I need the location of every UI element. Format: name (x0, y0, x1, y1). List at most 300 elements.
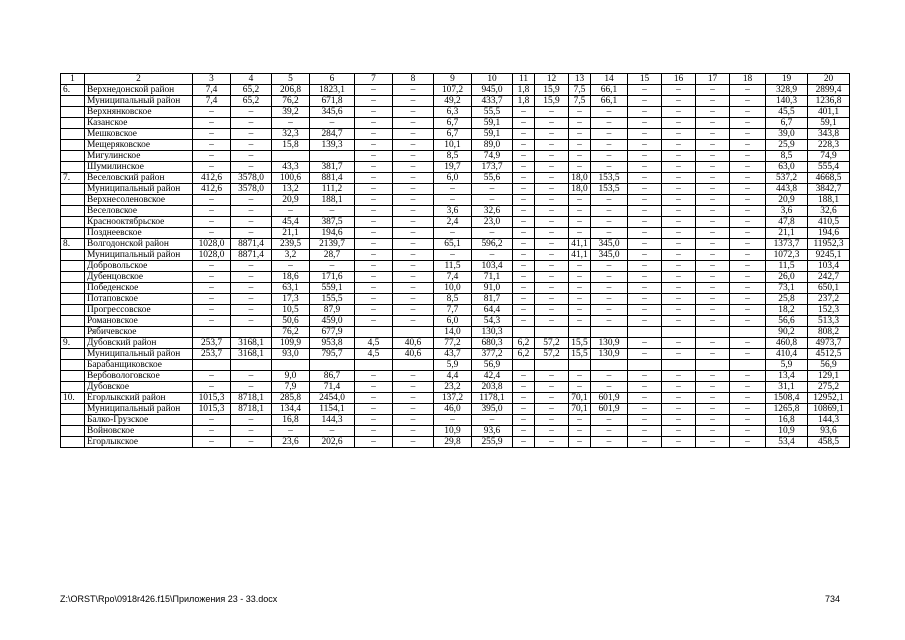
value-cell: – (272, 261, 310, 272)
row-number-cell (61, 129, 85, 140)
value-cell: 3,6 (766, 206, 808, 217)
value-cell: 13,2 (272, 184, 310, 195)
value-cell: – (513, 261, 535, 272)
value-cell: 5,9 (434, 360, 472, 371)
value-cell: – (393, 239, 434, 250)
value-cell: 144,3 (310, 415, 355, 426)
value-cell: – (662, 338, 696, 349)
value-cell: – (569, 140, 591, 151)
value-cell: – (231, 305, 272, 316)
value-cell: 73,1 (766, 283, 808, 294)
district-name-cell: Рябичевское (85, 327, 193, 338)
value-cell: – (434, 250, 472, 261)
value-cell: – (730, 349, 766, 360)
value-cell: 1028,0 (193, 239, 231, 250)
value-cell: 188,1 (310, 195, 355, 206)
value-cell (393, 327, 434, 338)
value-cell: – (696, 338, 730, 349)
value-cell: – (628, 173, 662, 184)
value-cell: – (513, 404, 535, 415)
data-table (60, 73, 850, 448)
value-cell: 6,7 (434, 118, 472, 129)
value-cell: – (535, 129, 569, 140)
value-cell: 2899,4 (808, 85, 850, 96)
value-cell: – (355, 426, 393, 437)
value-cell: 6,7 (766, 118, 808, 129)
value-cell: 16,8 (766, 415, 808, 426)
row-number-cell (61, 217, 85, 228)
value-cell: – (569, 206, 591, 217)
value-cell: 171,6 (310, 272, 355, 283)
value-cell: 1,8 (513, 96, 535, 107)
value-cell: – (193, 305, 231, 316)
value-cell: 345,0 (591, 250, 628, 261)
value-cell: – (696, 415, 730, 426)
value-cell: – (591, 129, 628, 140)
value-cell: 650,1 (808, 283, 850, 294)
value-cell: 130,9 (591, 349, 628, 360)
value-cell: – (730, 261, 766, 272)
value-cell: – (662, 250, 696, 261)
value-cell: – (569, 272, 591, 283)
value-cell: – (535, 283, 569, 294)
district-name-cell: Верхнянковское (85, 107, 193, 118)
value-cell: 1072,3 (766, 250, 808, 261)
value-cell: 56,9 (472, 360, 513, 371)
table-row (61, 426, 850, 437)
value-cell: – (355, 107, 393, 118)
value-cell: 65,1 (434, 239, 472, 250)
value-cell: – (310, 426, 355, 437)
value-cell: – (434, 195, 472, 206)
district-name-cell: Потаповское (85, 294, 193, 305)
value-cell: – (193, 371, 231, 382)
row-number-cell (61, 184, 85, 195)
value-cell: – (231, 382, 272, 393)
row-number-cell (61, 162, 85, 173)
value-cell: – (513, 393, 535, 404)
value-cell: 228,3 (808, 140, 850, 151)
value-cell: – (591, 294, 628, 305)
value-cell: 50,6 (272, 316, 310, 327)
value-cell: – (628, 206, 662, 217)
value-cell: – (355, 228, 393, 239)
value-cell: 1265,8 (766, 404, 808, 415)
table-row (61, 261, 850, 272)
value-cell: 71,1 (472, 272, 513, 283)
value-cell: 152,3 (808, 305, 850, 316)
value-cell: 3,6 (434, 206, 472, 217)
value-cell: 93,6 (472, 426, 513, 437)
value-cell: 194,6 (808, 228, 850, 239)
value-cell: – (393, 96, 434, 107)
value-cell: – (696, 107, 730, 118)
value-cell: 26,0 (766, 272, 808, 283)
value-cell: – (730, 206, 766, 217)
value-cell: – (569, 118, 591, 129)
value-cell: – (696, 393, 730, 404)
value-cell: 107,2 (434, 85, 472, 96)
value-cell: – (628, 184, 662, 195)
value-cell: – (569, 195, 591, 206)
value-cell: – (434, 228, 472, 239)
value-cell: 410,4 (766, 349, 808, 360)
value-cell: – (193, 217, 231, 228)
value-cell: – (355, 151, 393, 162)
value-cell (355, 327, 393, 338)
value-cell: 10,9 (766, 426, 808, 437)
value-cell: – (393, 250, 434, 261)
value-cell: – (591, 371, 628, 382)
value-cell: 601,9 (591, 404, 628, 415)
value-cell: – (535, 217, 569, 228)
row-number-cell (61, 107, 85, 118)
value-cell: 7,4 (193, 96, 231, 107)
value-cell: – (513, 162, 535, 173)
value-cell: 8718,1 (231, 393, 272, 404)
header-cell: 1 (61, 74, 85, 85)
value-cell: – (535, 272, 569, 283)
value-cell: – (662, 217, 696, 228)
value-cell: 5,9 (766, 360, 808, 371)
value-cell: 3842,7 (808, 184, 850, 195)
value-cell: – (730, 272, 766, 283)
value-cell: – (662, 228, 696, 239)
value-cell: – (535, 228, 569, 239)
value-cell: 194,6 (310, 228, 355, 239)
value-cell: – (393, 85, 434, 96)
value-cell: – (355, 393, 393, 404)
value-cell: – (535, 162, 569, 173)
value-cell: – (628, 382, 662, 393)
value-cell: – (730, 316, 766, 327)
district-name-cell: Войновское (85, 426, 193, 437)
row-number-cell (61, 415, 85, 426)
value-cell: – (393, 437, 434, 448)
value-cell (696, 327, 730, 338)
value-cell: – (696, 426, 730, 437)
table-row (61, 305, 850, 316)
value-cell: 57,2 (535, 338, 569, 349)
value-cell: – (472, 228, 513, 239)
header-cell: 6 (310, 74, 355, 85)
value-cell: – (355, 415, 393, 426)
value-cell: 206,8 (272, 85, 310, 96)
value-cell: – (393, 195, 434, 206)
value-cell: – (272, 118, 310, 129)
value-cell: 2,4 (434, 217, 472, 228)
value-cell: 387,5 (310, 217, 355, 228)
value-cell: – (569, 437, 591, 448)
value-cell: – (730, 140, 766, 151)
value-cell: – (472, 184, 513, 195)
district-name-cell: Волгодонской район (85, 239, 193, 250)
value-cell: – (696, 162, 730, 173)
value-cell: – (628, 250, 662, 261)
value-cell: – (193, 162, 231, 173)
value-cell: – (569, 415, 591, 426)
value-cell: – (569, 294, 591, 305)
value-cell (730, 327, 766, 338)
value-cell: 410,5 (808, 217, 850, 228)
header-cell: 7 (355, 74, 393, 85)
value-cell: 28,7 (310, 250, 355, 261)
value-cell: – (628, 437, 662, 448)
value-cell: 43,7 (434, 349, 472, 360)
header-cell: 4 (231, 74, 272, 85)
value-cell: – (591, 107, 628, 118)
value-cell: – (535, 140, 569, 151)
value-cell: – (513, 195, 535, 206)
value-cell: 32,3 (272, 129, 310, 140)
value-cell: – (231, 195, 272, 206)
value-cell: 13,4 (766, 371, 808, 382)
value-cell: 8718,1 (231, 404, 272, 415)
value-cell: – (696, 349, 730, 360)
value-cell: – (355, 382, 393, 393)
value-cell (591, 360, 628, 371)
value-cell: – (393, 261, 434, 272)
value-cell: – (355, 85, 393, 96)
value-cell: 881,4 (310, 173, 355, 184)
value-cell: – (355, 283, 393, 294)
value-cell: – (193, 294, 231, 305)
value-cell: – (569, 217, 591, 228)
value-cell: – (231, 140, 272, 151)
value-cell: – (355, 305, 393, 316)
value-cell: 43,3 (272, 162, 310, 173)
value-cell: 4,5 (355, 338, 393, 349)
value-cell: 15,5 (569, 338, 591, 349)
value-cell: – (730, 437, 766, 448)
value-cell: 6,0 (434, 316, 472, 327)
value-cell: – (730, 415, 766, 426)
value-cell: – (591, 217, 628, 228)
table-row (61, 294, 850, 305)
value-cell: – (393, 415, 434, 426)
value-cell: – (513, 118, 535, 129)
value-cell: – (696, 228, 730, 239)
value-cell: – (628, 151, 662, 162)
value-cell: 42,4 (472, 371, 513, 382)
district-name-cell: Муниципальный район (85, 404, 193, 415)
table-row (61, 404, 850, 415)
value-cell: 39,0 (766, 129, 808, 140)
value-cell: 7,4 (434, 272, 472, 283)
header-cell: 8 (393, 74, 434, 85)
district-name-cell: Верхнедонской район (85, 85, 193, 96)
header-cell: 15 (628, 74, 662, 85)
value-cell: – (628, 195, 662, 206)
value-cell: – (472, 250, 513, 261)
value-cell: – (355, 371, 393, 382)
value-cell: 45,5 (766, 107, 808, 118)
value-cell: – (730, 85, 766, 96)
value-cell: – (569, 228, 591, 239)
value-cell: – (231, 228, 272, 239)
table-row (61, 173, 850, 184)
header-cell: 11 (513, 74, 535, 85)
value-cell: – (535, 261, 569, 272)
value-cell: 275,2 (808, 382, 850, 393)
row-number-cell (61, 228, 85, 239)
district-name-cell: Егорлыкское (85, 437, 193, 448)
table-row (61, 85, 850, 96)
value-cell: – (393, 283, 434, 294)
table-row (61, 283, 850, 294)
value-cell: – (231, 162, 272, 173)
value-cell: – (628, 217, 662, 228)
row-number-cell (61, 261, 85, 272)
value-cell: – (696, 184, 730, 195)
value-cell: 25,9 (766, 140, 808, 151)
value-cell: 103,4 (472, 261, 513, 272)
value-cell: – (393, 129, 434, 140)
value-cell: 559,1 (310, 283, 355, 294)
value-cell: 91,0 (472, 283, 513, 294)
value-cell: – (696, 140, 730, 151)
header-cell: 3 (193, 74, 231, 85)
value-cell: – (513, 371, 535, 382)
value-cell: 10,0 (434, 283, 472, 294)
value-cell: – (730, 162, 766, 173)
value-cell: 285,8 (272, 393, 310, 404)
table-row (61, 371, 850, 382)
value-cell: 46,0 (434, 404, 472, 415)
value-cell: 4,4 (434, 371, 472, 382)
district-name-cell: Победенское (85, 283, 193, 294)
table-row (61, 250, 850, 261)
value-cell: – (355, 217, 393, 228)
value-cell: – (628, 283, 662, 294)
value-cell: 8,5 (766, 151, 808, 162)
value-cell: – (393, 140, 434, 151)
value-cell: 202,6 (310, 437, 355, 448)
value-cell: – (193, 129, 231, 140)
value-cell: – (535, 250, 569, 261)
value-cell: 343,8 (808, 129, 850, 140)
value-cell: – (591, 283, 628, 294)
value-cell: – (591, 118, 628, 129)
value-cell: – (513, 184, 535, 195)
value-cell: – (272, 206, 310, 217)
value-cell: – (662, 371, 696, 382)
row-number-cell (61, 404, 85, 415)
row-number-cell (61, 118, 85, 129)
value-cell: 18,6 (272, 272, 310, 283)
row-number-cell: 6. (61, 85, 85, 96)
value-cell (628, 360, 662, 371)
value-cell: 1236,8 (808, 96, 850, 107)
value-cell: – (662, 426, 696, 437)
value-cell: 64,4 (472, 305, 513, 316)
value-cell: 65,2 (231, 96, 272, 107)
value-cell: – (662, 151, 696, 162)
value-cell: – (662, 239, 696, 250)
value-cell: – (355, 140, 393, 151)
value-cell: – (393, 305, 434, 316)
value-cell: – (513, 151, 535, 162)
table-row (61, 349, 850, 360)
value-cell: 17,3 (272, 294, 310, 305)
value-cell: – (569, 283, 591, 294)
value-cell: – (628, 129, 662, 140)
value-cell: – (569, 129, 591, 140)
value-cell: 155,5 (310, 294, 355, 305)
value-cell: 945,0 (472, 85, 513, 96)
value-cell: 137,2 (434, 393, 472, 404)
value-cell: – (355, 294, 393, 305)
table-row (61, 382, 850, 393)
value-cell (569, 327, 591, 338)
value-cell: – (231, 206, 272, 217)
value-cell: – (662, 393, 696, 404)
value-cell: – (662, 129, 696, 140)
value-cell: – (193, 107, 231, 118)
value-cell: – (628, 239, 662, 250)
table-row (61, 393, 850, 404)
district-name-cell: Дубовский район (85, 338, 193, 349)
value-cell: 140,3 (766, 96, 808, 107)
value-cell: 59,1 (472, 118, 513, 129)
value-cell: 15,9 (535, 96, 569, 107)
value-cell: – (535, 437, 569, 448)
value-cell: – (193, 437, 231, 448)
value-cell: 677,9 (310, 327, 355, 338)
value-cell: 77,2 (434, 338, 472, 349)
header-cell: 18 (730, 74, 766, 85)
value-cell: – (231, 272, 272, 283)
value-cell: – (628, 140, 662, 151)
value-cell: 31,1 (766, 382, 808, 393)
value-cell (310, 360, 355, 371)
value-cell: 93,0 (272, 349, 310, 360)
value-cell: – (535, 371, 569, 382)
value-cell: – (193, 272, 231, 283)
value-cell: – (569, 382, 591, 393)
table-row (61, 316, 850, 327)
value-cell: – (628, 294, 662, 305)
value-cell (535, 327, 569, 338)
row-number-cell (61, 96, 85, 107)
value-cell: 808,2 (808, 327, 850, 338)
value-cell: 537,2 (766, 173, 808, 184)
value-cell: 54,3 (472, 316, 513, 327)
table-header-row (61, 74, 850, 85)
value-cell: – (730, 305, 766, 316)
value-cell: – (662, 404, 696, 415)
district-name-cell: Егорлыкский район (85, 393, 193, 404)
district-name-cell: Веселовский район (85, 173, 193, 184)
table-row (61, 107, 850, 118)
value-cell: 328,9 (766, 85, 808, 96)
value-cell: – (355, 96, 393, 107)
value-cell: – (662, 349, 696, 360)
value-cell: – (513, 382, 535, 393)
value-cell: – (513, 305, 535, 316)
row-number-cell (61, 437, 85, 448)
value-cell: 7,4 (193, 85, 231, 96)
value-cell: – (535, 305, 569, 316)
value-cell: – (513, 250, 535, 261)
value-cell: – (393, 184, 434, 195)
value-cell: 57,2 (535, 349, 569, 360)
value-cell: – (662, 162, 696, 173)
value-cell: – (591, 228, 628, 239)
value-cell (569, 360, 591, 371)
value-cell: 53,4 (766, 437, 808, 448)
value-cell: 11952,3 (808, 239, 850, 250)
